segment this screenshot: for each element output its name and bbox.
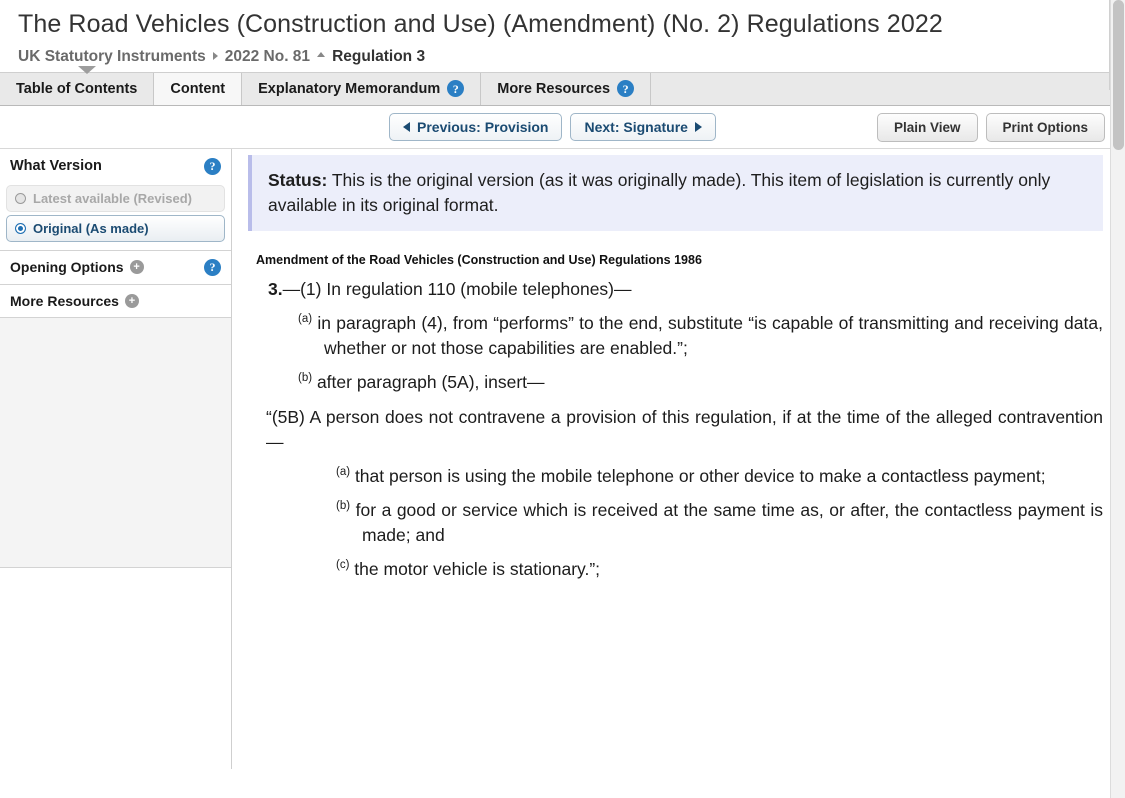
next-signature-button[interactable]	[570, 113, 715, 141]
provision-navigation	[389, 113, 716, 141]
expand-icon[interactable]: +	[130, 260, 144, 274]
paragraph-text: the motor vehicle is stationary.”;	[354, 558, 601, 579]
paragraph-marker: (b)	[298, 372, 313, 385]
help-icon[interactable]: ?	[447, 80, 464, 97]
help-icon[interactable]: ?	[617, 80, 634, 97]
status-banner	[248, 155, 1103, 232]
tab-label: More Resources	[497, 80, 611, 97]
paragraph-marker: (b)	[336, 499, 351, 512]
paragraph-marker: (c)	[336, 558, 350, 571]
tab-bar	[0, 72, 1125, 106]
expand-icon[interactable]: +	[125, 294, 139, 308]
plain-view-button[interactable]: Plain View	[877, 113, 978, 142]
paragraph-text: after paragraph (5A), insert—	[316, 372, 545, 393]
paragraph-3-1	[268, 277, 1103, 302]
arrow-left-icon	[403, 122, 410, 132]
version-option-label: Latest available (Revised)	[33, 190, 192, 206]
sidebar-item-label: More Resources	[10, 292, 119, 309]
previous-provision-button[interactable]	[389, 113, 562, 141]
navigation-toolbar	[0, 106, 1125, 149]
paragraph-text: —(1) In regulation 110 (mobile telephones)—	[282, 279, 632, 300]
tab-table-of-contents[interactable]	[0, 73, 154, 105]
page-title: The Road Vehicles (Construction and Use) (Amendment) (No. 2) Regulations 2022	[18, 10, 943, 38]
chevron-up-icon	[317, 52, 325, 57]
paragraph-5b-c	[336, 557, 1103, 582]
body	[0, 149, 1125, 769]
paragraph-3-1-a	[298, 311, 1103, 361]
paragraph-5b	[266, 405, 1103, 455]
previous-label: Previous: Provision	[417, 118, 549, 135]
document-header	[0, 0, 1125, 72]
chevron-right-icon	[213, 52, 218, 60]
paragraph-5b-b	[336, 498, 1103, 548]
radio-icon	[15, 193, 26, 204]
page-scrollbar[interactable]	[1110, 0, 1125, 798]
status-label: Status:	[268, 169, 328, 190]
tab-label: Content	[170, 80, 226, 97]
help-icon[interactable]: ?	[204, 158, 221, 175]
paragraph-text: in paragraph (4), from “performs” to the end, substitute “is capable of transmitting and receiving data, whether or not those capabilities are enabled.”;	[317, 313, 1103, 359]
print-options-button[interactable]: Print Options	[986, 113, 1106, 142]
sidebar-empty-area	[0, 318, 231, 568]
sidebar-section-what-version	[0, 149, 231, 182]
sidebar-item-label: Opening Options	[10, 259, 124, 276]
paragraph-5b-a	[336, 464, 1103, 489]
sidebar-item-opening-options[interactable]	[0, 250, 231, 285]
tab-label: Explanatory Memorandum	[258, 80, 441, 97]
section-heading: Amendment of the Road Vehicles (Construction and Use) Regulations 1986	[256, 253, 702, 268]
main-content	[232, 149, 1125, 769]
next-label: Next: Signature	[584, 118, 688, 135]
radio-icon	[15, 223, 26, 234]
sidebar	[0, 149, 232, 769]
breadcrumb-item-year-number[interactable]: 2022 No. 81	[224, 47, 311, 65]
tab-more-resources[interactable]	[481, 73, 651, 105]
paragraph-text: that person is using the mobile telephone or other device to make a contactless payment;	[354, 465, 1046, 486]
tab-content[interactable]	[154, 73, 242, 105]
paragraph-3-1-b	[298, 370, 1103, 395]
paragraph-marker: (a)	[298, 313, 313, 326]
breadcrumb-item-regulation: Regulation 3	[332, 47, 426, 65]
paragraph-marker: (a)	[336, 465, 351, 478]
what-version-label: What Version	[10, 158, 102, 175]
sidebar-item-more-resources[interactable]	[0, 285, 231, 318]
view-options	[877, 113, 1105, 142]
version-option-latest-available[interactable]	[6, 185, 225, 212]
breadcrumb	[18, 48, 1107, 66]
help-icon[interactable]: ?	[204, 259, 221, 276]
tab-explanatory-memorandum[interactable]	[242, 73, 481, 105]
version-option-label: Original (As made)	[33, 220, 149, 236]
active-tab-caret-icon	[78, 66, 96, 74]
status-text: This is the original version (as it was originally made). This item of legislation is currently only available in its original format.	[268, 169, 1051, 215]
paragraph-text: “(5B) A person does not contravene a provision of this regulation, if at the time of the alleged contravention—	[266, 406, 1103, 452]
paragraph-text: for a good or service which is received at the same time as, or after, the contactless payment is made; and	[355, 499, 1104, 545]
tab-label: Table of Contents	[16, 80, 138, 97]
arrow-right-icon	[695, 122, 702, 132]
breadcrumb-item-uk-statutory-instruments[interactable]: UK Statutory Instruments	[18, 47, 206, 65]
paragraph-number: 3.	[268, 279, 283, 300]
scrollbar-thumb[interactable]	[1113, 0, 1124, 150]
version-option-original-as-made[interactable]	[6, 215, 225, 242]
